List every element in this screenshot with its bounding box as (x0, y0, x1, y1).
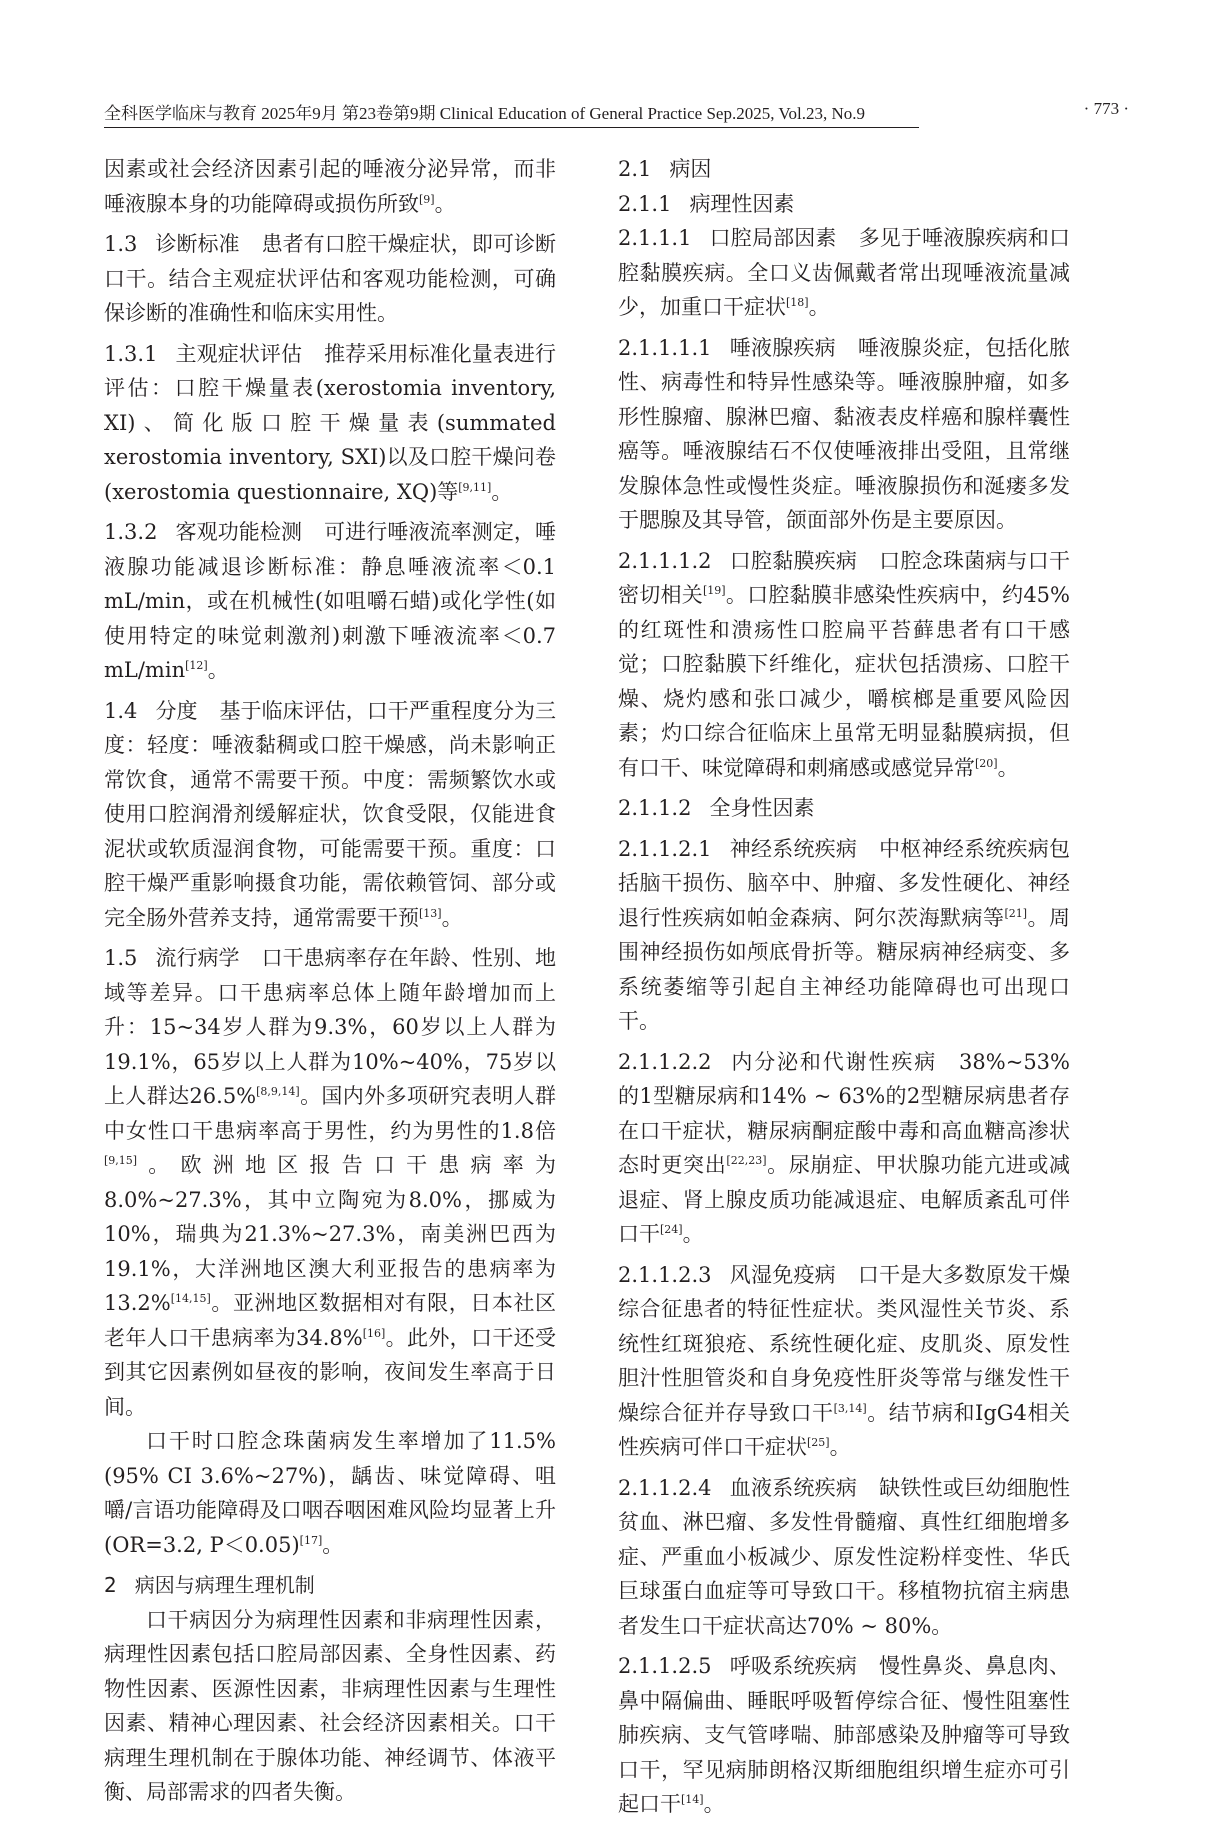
left-column (104, 152, 556, 1810)
section-2-1-1-1-2: 2.1.1.1.2 口腔黏膜疾病 口腔念珠菌病与口干密切相关[19]。口腔黏膜非感染性疾病中，约45%的红斑性和溃疡性口腔扁平苔藓患者有口干感觉；口腔黏膜下纤维化，症状包括溃疡、口腔干燥、烧灼感和张口减少，嚼槟榔是重要风险因素；灼口综合征临床上虽常无明显黏膜病损，但有口干、味觉障碍和刺痛感或感觉异常[20]。 (618, 548, 1071, 780)
section-number: 2.1.1.1.2 (618, 548, 712, 573)
section-number: 1.3.2 (104, 520, 158, 544)
citation: [24] (660, 1223, 683, 1236)
section-2-1-1-2-1: 2.1.1.2.1 神经系统疾病 中枢神经系统疾病包括脑干损伤、脑卒中、肿瘤、多发性硬化、神经退行性疾病如帕金森病、阿尔茨海默病等[21]。周围神经损伤如颅底骨折等。糖尿病神经病变、多系统萎缩等引起自主神经功能障碍也可出现口干。 (618, 836, 1071, 1033)
section-number: 2.1.1.2 (618, 796, 692, 820)
citation: [8,9,14] (256, 1085, 300, 1098)
citation: [14] (681, 1793, 704, 1806)
right-column (618, 152, 1070, 1822)
section-number: 1.4 (104, 698, 138, 723)
paragraph-continued: 因素或社会经济因素引起的唾液分泌异常，而非唾液腺本身的功能障碍或损伤所致[9]。 (104, 157, 556, 216)
section-title: 客观功能检测 (175, 520, 303, 544)
section-2-1-1-1: 2.1.1.1 口腔局部因素 多见于唾液腺疾病和口腔黏膜疾病。全口义齿佩戴者常出现唾液流量减少，加重口干症状[18]。 (618, 226, 1071, 319)
page-number: · 773 · (1083, 99, 1129, 118)
citation: [13] (419, 906, 442, 920)
section-2-1-1-2-3: 2.1.1.2.3 风湿免疫病 口干是大多数原发干燥综合征患者的特征性症状。类风湿性关节炎、系统性红斑狼疮、系统性硬化症、皮肌炎、原发性胆汁性胆管炎和自身免疫性肝炎等常与继发性干燥综合征并存导致口干[3,14]。结节病和IgG4相关性疾病可伴口干症状[25]。 (618, 1262, 1071, 1459)
section-2-1-1-2 (618, 791, 1070, 826)
paragraph-candida: 口干时口腔念珠菌病发生率增加了11.5% (95% CI 3.6%~27%)，龋齿、味觉障碍、咀嚼/言语功能障碍及口咽吞咽困难风险均显著上升(OR=3.2, P＜0.05)[17]。 (104, 1429, 556, 1557)
section-1-3: 1.3 诊断标准 患者有口腔干燥症状，即可诊断口干。结合主观症状评估和客观功能检测，可确保诊断的准确性和临床实用性。 (104, 232, 557, 325)
section-number: 1.5 (104, 946, 138, 970)
running-header (104, 99, 1129, 125)
section-number: 2.1.1.2.4 (618, 1475, 712, 1500)
journal-citation: 全科医学临床与教育 2025年9月 第23卷第9期 Clinical Education of General Practice Sep.2025, Vol.23, No.9 (104, 104, 865, 123)
section-title: 唾液腺疾病 (729, 335, 836, 360)
citation: [9,11] (458, 480, 492, 494)
citation: [20] (975, 756, 998, 770)
section-2-1-1-2-2: 2.1.1.2.2 内分泌和代谢性疾病 38%~53%的1型糖尿病和14% ~ 63%的2型糖尿病患者存在口干症状，糖尿病酮症酸中毒和高血糖高渗状态时更突出[22,23]。尿崩症、甲状腺功能亢进或减退症、肾上腺皮质功能减退症、电解质紊乱可伴口干[24]。 (618, 1049, 1071, 1246)
citation: [9] (419, 192, 435, 206)
section-title: 诊断标准 (155, 232, 240, 256)
section-title: 主观症状评估 (175, 341, 303, 366)
citation: [9,15] (104, 1154, 138, 1167)
section-number: 2.1.1.2.2 (618, 1049, 712, 1074)
section-1-4: 1.4 分度 基于临床评估，口干严重程度分为三度：轻度：唾液黏稠或口腔干燥感，尚未影响正常饮食，通常不需要干预。中度：需频繁饮水或使用口腔润滑剂缓解症状，饮食受限，仅能进食泥状或软质湿润食物，可能需要干预。重度：口腔干燥严重影响摄食功能，需依赖管饲、部分或完全肠外营养支持，通常需要干预[13]。 (104, 698, 557, 930)
section-title: 内分泌和代谢性疾病 (729, 1049, 938, 1074)
section-1-5: 1.5 流行病学 口干患病率存在年龄、性别、地域等差异。口干患病率总体上随年龄增加而上升：15~34岁人群为9.3%，60岁以上人群为19.1%，65岁以上人群为10%~40%，75岁以上人群达26.5%[8,9,14]。国内外多项研究表明人群中女性口干患病率高于男性，约为男性的1.8倍[9,15]。欧洲地区报告口干患病率为8.0%~27.3%，其中立陶宛为8.0%，挪威为10%，瑞典为21.3%~27.3%，南美洲巴西为19.1%，大洋洲地区澳大利亚报告的患病率为13.2%[14,15]。亚洲地区数据相对有限，日本社区老年人口干患病率为34.8%[16]。此外，口干还受到其它因素例如昼夜的影响，夜间发生率高于日间。 (104, 946, 557, 1419)
section-number: 2.1.1.1.1 (618, 335, 712, 360)
section-2-heading (104, 1568, 556, 1603)
citation: [22,23] (726, 1154, 767, 1167)
section-title: 全身性因素 (709, 796, 815, 820)
section-number: 1.3 (104, 232, 138, 256)
citation: [3,14] (833, 1401, 867, 1415)
citation: [21] (1004, 906, 1028, 920)
section-number: 2 (104, 1573, 117, 1597)
section-2-1 (618, 152, 1070, 187)
citation: [12] (185, 659, 208, 672)
section-2-1-1 (618, 187, 1070, 222)
section-title: 呼吸系统疾病 (729, 1654, 858, 1678)
section-number: 2.1.1.2.3 (618, 1262, 712, 1287)
section-number: 2.1.1.2.5 (618, 1654, 712, 1678)
section-2-1-1-2-4: 2.1.1.2.4 血液系统疾病 缺铁性或巨幼细胞性贫血、淋巴瘤、多发性骨髓瘤、真性红细胞增多症、严重血小板减少、原发性淀粉样变性、华氏巨球蛋白血症等可导致口干。移植物抗宿主病患者发生口干症状高达70% ~ 80%。 (618, 1475, 1071, 1638)
section-number: 2.1 (618, 157, 652, 181)
section-title: 口腔黏膜疾病 (729, 548, 858, 573)
section-title: 神经系统疾病 (729, 836, 858, 861)
section-number: 2.1.1.2.1 (618, 836, 712, 861)
section-title: 分度 (155, 698, 198, 723)
citation: [16] (362, 1326, 386, 1340)
section-number: 1.3.1 (104, 341, 158, 366)
section-number: 2.1.1 (618, 191, 672, 216)
citation: [17] (299, 1533, 323, 1547)
paragraph-etiology-overview: 口干病因分为病理性因素和非病理性因素，病理性因素包括口腔局部因素、全身性因素、药物性因素、医源性因素，非病理性因素与生理性因素、精神心理因素、社会经济因素相关。口干病理生理机制在于腺体功能、神经调节、体液平衡、局部需求的四者失衡。 (104, 1607, 556, 1804)
section-1-3-1: 1.3.1 主观症状评估 推荐采用标准化量表进行评估：口腔干燥量表(xerostomia inventory, XI)、简化版口腔干燥量表(summated xerostomia inventory, SXI)以及口腔干燥问卷(xerostomia questionnaire, XQ)等[9,11]。 (104, 341, 557, 504)
section-title: 病理性因素 (689, 191, 795, 216)
section-title: 病因 (669, 157, 712, 181)
section-2-1-1-1-1: 2.1.1.1.1 唾液腺疾病 唾液腺炎症，包括化脓性、病毒性和特异性感染等。唾液腺肿瘤，如多形性腺瘤、腺淋巴瘤、黏液表皮样癌和腺样囊性癌等。唾液腺结石不仅使唾液排出受阻，且常继发腺体急性或慢性炎症。唾液腺损伤和涎瘘多发于腮腺及其导管，颌面部外伤是主要原因。 (618, 335, 1071, 532)
citation: [19] (703, 584, 726, 597)
section-title: 血液系统疾病 (729, 1475, 858, 1500)
citation: [18] (786, 296, 809, 309)
citation: [25] (807, 1436, 830, 1449)
section-title: 口腔局部因素 (709, 226, 837, 250)
section-2-1-1-2-5: 2.1.1.2.5 呼吸系统疾病 慢性鼻炎、鼻息肉、鼻中隔偏曲、睡眠呼吸暂停综合征、慢性阻塞性肺疾病、支气管哮喘、肺部感染及肿瘤等可导致口干，罕见病肺朗格汉斯细胞组织增生症亦可引起口干[14]。 (618, 1654, 1071, 1816)
section-title: 风湿免疫病 (729, 1262, 836, 1287)
citation: [14,15] (170, 1292, 211, 1305)
section-number: 2.1.1.1 (618, 226, 692, 250)
header-rule (104, 127, 919, 128)
section-title: 流行病学 (155, 946, 240, 970)
section-title: 病因与病理生理机制 (134, 1573, 315, 1597)
section-1-3-2: 1.3.2 客观功能检测 可进行唾液流率测定，唾液腺功能减退诊断标准：静息唾液流率＜0.1 mL/min，或在机械性(如咀嚼石蜡)或化学性(如使用特定的味觉刺激剂)刺激下唾液流率＜0.7 mL/min[12]。 (104, 520, 557, 682)
